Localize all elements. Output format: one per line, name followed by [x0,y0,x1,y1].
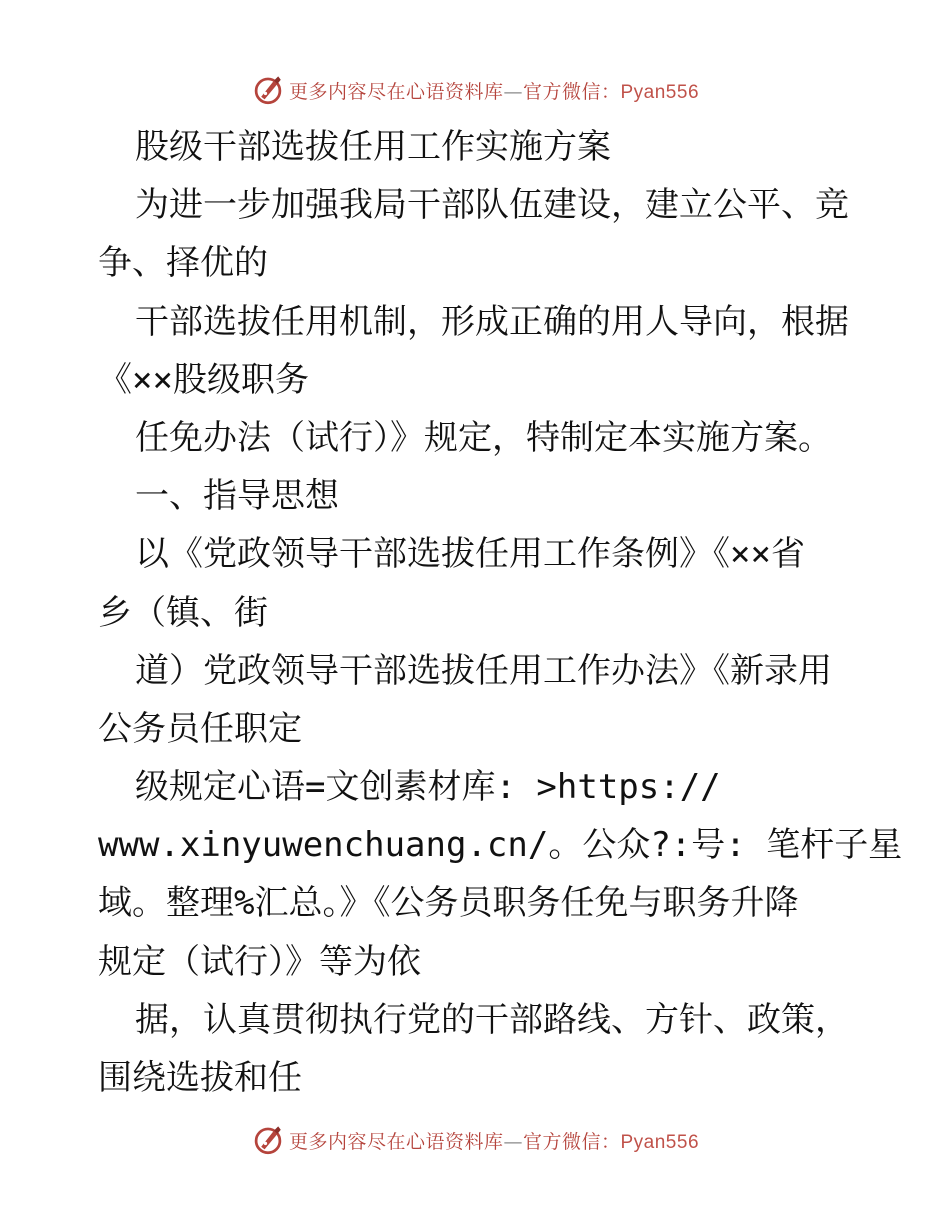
paragraph-line: 道）党政领导干部选拔任用工作办法》《新录用 [135,650,832,691]
paragraph-line: 公务员任职定 [98,708,302,749]
paragraph-line: 域。整理%汇总。》《公务员职务任免与职务升降 [98,883,799,924]
wechat-account: Pyan556 [620,1131,700,1153]
header-watermark-banner [0,70,950,110]
pen-nib-logo-icon [251,1123,285,1157]
wechat-account: Pyan556 [620,81,700,103]
brand-text: 更多内容尽在心语资料库 [288,80,504,103]
separator: — [503,1130,523,1153]
paragraph-line: 级规定心语=文创素材库: >https:// [135,767,721,808]
separator: — [503,80,523,103]
wechat-label: 官方微信： [522,80,621,103]
paragraph-line: 据，认真贯彻执行党的干部路线、方针、政策， [135,999,849,1040]
paragraph-line: 为进一步加强我局干部队伍建设，建立公平、竞 [135,185,849,226]
paragraph-line: 乡（镇、街 [98,592,268,633]
paragraph-line: 以《党政领导干部选拔任用工作条例》《××省 [135,534,805,575]
section-heading: 一、指导思想 [135,476,339,517]
paragraph-line: 干部选拔任用机制，形成正确的用人导向，根据 [135,301,849,342]
paragraph-line: 争、择优的 [98,243,268,284]
paragraph-line: 任免办法（试行）》规定，特制定本实施方案。 [135,417,832,458]
watermark-text [289,1127,699,1154]
paragraph-line: 《××股级职务 [98,359,309,400]
brand-text: 更多内容尽在心语资料库 [288,1130,504,1153]
document-title: 股级干部选拔任用工作实施方案 [135,127,611,167]
footer-watermark-banner [0,1120,950,1160]
wechat-label: 官方微信： [522,1130,621,1153]
document-body [98,122,903,1111]
paragraph-line: 围绕选拔和任 [98,1058,302,1098]
paragraph-line: 规定（试行）》等为依 [98,941,421,982]
watermark-text [289,77,699,104]
paragraph-line: www.xinyuwenchuang.cn/。公众?:号: 笔杆子星 [98,825,903,866]
pen-nib-logo-icon [251,73,285,107]
